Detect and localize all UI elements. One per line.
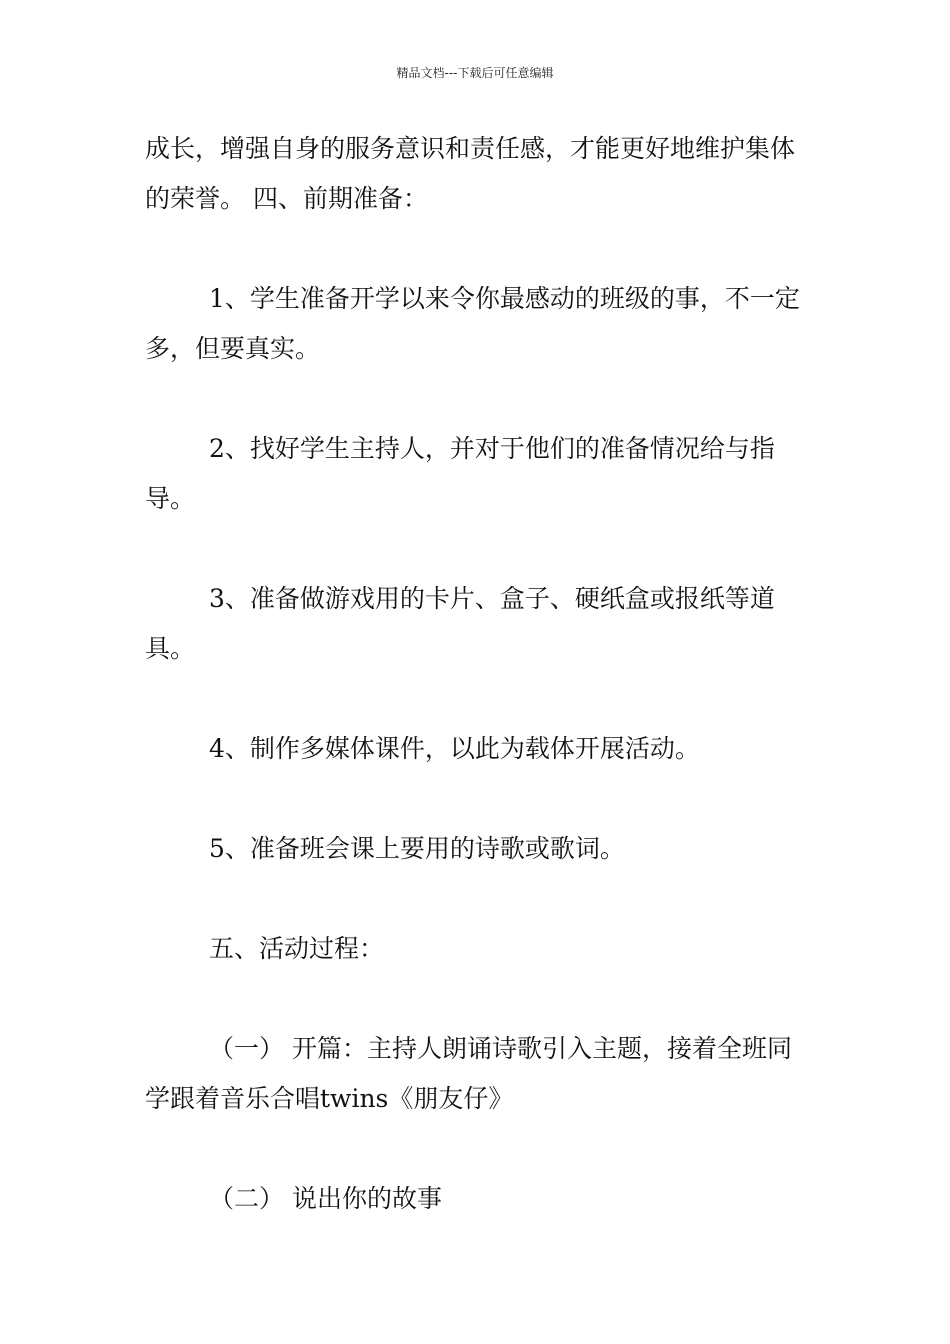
page-header: 精品文档---下载后可任意编辑 bbox=[396, 66, 554, 80]
paragraph-intro: 成长，增强自身的服务意识和责任感，才能更好地维护集体的荣誉。 四、前期准备： bbox=[145, 134, 796, 213]
section-heading-activity: 五、活动过程： bbox=[209, 934, 385, 963]
paragraph-activity-1: （一） 开篇：主持人朗诵诗歌引入主题，接着全班同学跟着音乐合唱twins《朋友仔》 bbox=[145, 1034, 792, 1113]
paragraph-item-1: 1、学生准备开学以来令你最感动的班级的事，不一定多，但要真实。 bbox=[145, 284, 800, 363]
paragraph-item-4: 4、制作多媒体课件，以此为载体开展活动。 bbox=[209, 734, 700, 763]
paragraph-item-2: 2、找好学生主持人，并对于他们的准备情况给与指导。 bbox=[145, 434, 775, 513]
paragraph-item-5: 5、准备班会课上要用的诗歌或歌词。 bbox=[209, 834, 625, 863]
paragraph-activity-2: （二） 说出你的故事 bbox=[209, 1184, 442, 1213]
paragraph-item-3: 3、准备做游戏用的卡片、盒子、硬纸盒或报纸等道具。 bbox=[145, 584, 775, 663]
document-body bbox=[145, 124, 810, 1224]
